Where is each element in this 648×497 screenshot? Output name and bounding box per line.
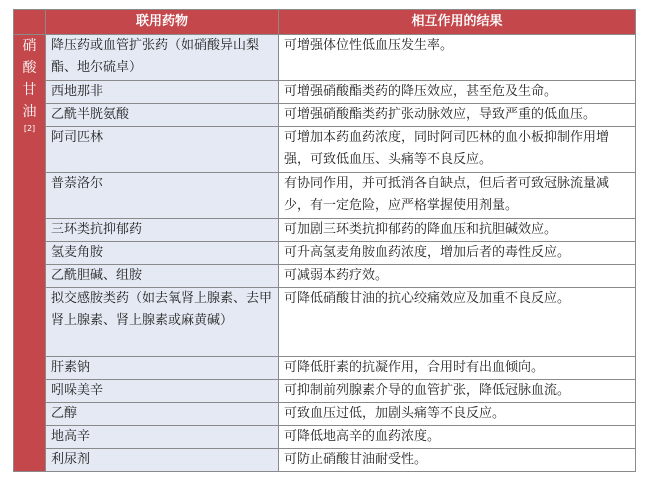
table-row <box>14 173 636 219</box>
combined-drug-cell: 乙酰胆碱、组胺 <box>46 265 279 288</box>
combined-drug-cell: 阿司匹林 <box>46 127 279 173</box>
combined-drug-cell: 乙酰半胱氨酸 <box>46 104 279 127</box>
combined-drug-cell: 利尿剂 <box>46 449 279 472</box>
side-char: 油 <box>22 104 37 120</box>
interaction-effect-cell: 可降低硝酸甘油的抗心绞痛效应及加重不良反应。 <box>279 288 636 357</box>
combined-drug-cell: 降压药或血管扩张药（如硝酸异山梨酯、地尔硫卓） <box>46 35 279 81</box>
interaction-effect-cell: 可升高氢麦角胺血药浓度，增加后者的毒性反应。 <box>279 242 636 265</box>
table-row <box>14 104 636 127</box>
table-header-row <box>14 10 636 35</box>
table-row <box>14 219 636 242</box>
header-interaction-result: 相互作用的结果 <box>279 10 636 35</box>
table-row <box>14 403 636 426</box>
table-row <box>14 357 636 380</box>
interaction-effect-cell: 可致血压过低，加剧头痛等不良反应。 <box>279 403 636 426</box>
table-row <box>14 449 636 472</box>
combined-drug-cell: 氢麦角胺 <box>46 242 279 265</box>
interaction-effect-cell: 可加剧三环类抗抑郁药的降血压和抗胆碱效应。 <box>279 219 636 242</box>
reference-mark: [2] <box>23 124 36 133</box>
combined-drug-cell: 肝素钠 <box>46 357 279 380</box>
drug-name-vertical-cell <box>14 35 46 472</box>
combined-drug-cell: 吲哚美辛 <box>46 380 279 403</box>
table-row <box>14 127 636 173</box>
drug-interaction-table <box>13 9 636 472</box>
interaction-effect-cell: 可降低地高辛的血药浓度。 <box>279 426 636 449</box>
header-combined-drug: 联用药物 <box>46 10 279 35</box>
interaction-effect-cell: 可增强硝酸酯类药扩张动脉效应，导致严重的低血压。 <box>279 104 636 127</box>
interaction-effect-cell: 有协同作用，并可抵消各自缺点，但后者可致冠脉流量减少，有一定危险，应严格掌握使用剂量。 <box>279 173 636 219</box>
interaction-effect-cell: 可增强体位性低血压发生率。 <box>279 35 636 81</box>
interaction-effect-cell: 可抑制前列腺素介导的血管扩张，降低冠脉血流。 <box>279 380 636 403</box>
table-row <box>14 35 636 81</box>
side-char: 甘 <box>22 82 37 98</box>
table-row <box>14 242 636 265</box>
table-row <box>14 288 636 357</box>
header-corner-cell <box>14 10 46 35</box>
interaction-effect-cell: 可增加本药血药浓度，同时阿司匹林的血小板抑制作用增强，可致低血压、头痛等不良反应。 <box>279 127 636 173</box>
table-row <box>14 380 636 403</box>
combined-drug-cell: 乙醇 <box>46 403 279 426</box>
combined-drug-cell: 西地那非 <box>46 81 279 104</box>
interaction-effect-cell: 可减弱本药疗效。 <box>279 265 636 288</box>
table-row <box>14 81 636 104</box>
combined-drug-cell: 普萘洛尔 <box>46 173 279 219</box>
side-char: 酸 <box>22 60 37 76</box>
table-row <box>14 265 636 288</box>
table-row <box>14 426 636 449</box>
interaction-effect-cell: 可防止硝酸甘油耐受性。 <box>279 449 636 472</box>
side-char: 硝 <box>22 38 37 54</box>
interaction-effect-cell: 可降低肝素的抗凝作用，合用时有出血倾向。 <box>279 357 636 380</box>
interaction-effect-cell: 可增强硝酸酯类药的降压效应，甚至危及生命。 <box>279 81 636 104</box>
combined-drug-cell: 三环类抗抑郁药 <box>46 219 279 242</box>
combined-drug-cell: 拟交感胺类药（如去氧肾上腺素、去甲肾上腺素、肾上腺素或麻黄碱） <box>46 288 279 357</box>
combined-drug-cell: 地高辛 <box>46 426 279 449</box>
